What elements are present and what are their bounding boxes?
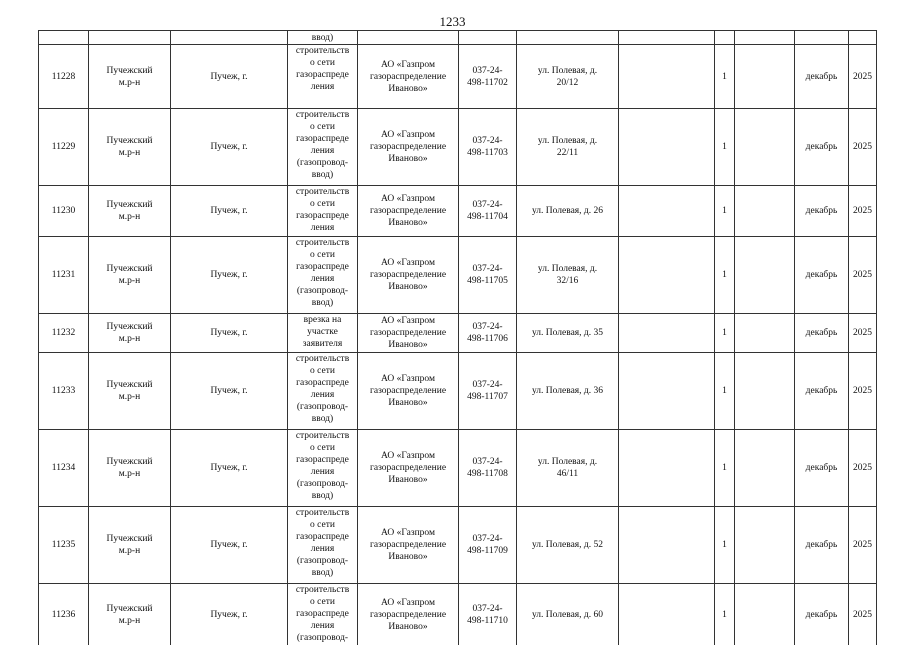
table-row (39, 430, 877, 507)
cell-locality: Пучеж, г. (171, 584, 288, 645)
cell-year: 2025 (849, 430, 877, 507)
cell-district: Пучежский м.р-н (89, 186, 171, 237)
cell-empty (619, 507, 715, 584)
cell-work: строительств о сети газораспреде ления (газопровод- ввод) (288, 237, 358, 314)
cell-month: декабрь (795, 507, 849, 584)
cell-qty: 1 (715, 507, 735, 584)
cell-work: ввод) (288, 31, 358, 45)
cell-org: АО «Газпром газораспределение Иваново» (358, 314, 459, 353)
cell-empty (619, 237, 715, 314)
cell-district: Пучежский м.р-н (89, 430, 171, 507)
cell-district: Пучежский м.р-н (89, 507, 171, 584)
cell-work: строительств о сети газораспреде ления (газопровод- ввод) (288, 507, 358, 584)
cell-num: 11235 (39, 507, 89, 584)
cell-empty (619, 31, 715, 45)
cell-qty (715, 31, 735, 45)
cell-year: 2025 (849, 45, 877, 109)
cell-num: 11232 (39, 314, 89, 353)
table-row-continuation (39, 31, 877, 45)
cell-month: декабрь (795, 314, 849, 353)
cell-district: Пучежский м.р-н (89, 237, 171, 314)
cell-empty (735, 186, 795, 237)
cell-qty: 1 (715, 45, 735, 109)
cell-empty (619, 109, 715, 186)
cell-num: 11236 (39, 584, 89, 645)
table-row (39, 186, 877, 237)
cell-locality: Пучеж, г. (171, 45, 288, 109)
cell-locality: Пучеж, г. (171, 109, 288, 186)
cell-num: 11230 (39, 186, 89, 237)
page-number: 1233 (0, 14, 905, 30)
cell-work: врезка на участке заявителя (288, 314, 358, 353)
cell-empty (735, 237, 795, 314)
cell-locality (171, 31, 288, 45)
cell-year: 2025 (849, 109, 877, 186)
cell-code: 037-24- 498-11705 (459, 237, 517, 314)
cell-code: 037-24- 498-11703 (459, 109, 517, 186)
cell-code: 037-24- 498-11708 (459, 430, 517, 507)
cell-month: декабрь (795, 430, 849, 507)
cell-year: 2025 (849, 186, 877, 237)
cell-empty (735, 314, 795, 353)
cell-month: декабрь (795, 186, 849, 237)
cell-empty (735, 353, 795, 430)
cell-code: 037-24- 498-11709 (459, 507, 517, 584)
cell-org: АО «Газпром газораспределение Иваново» (358, 237, 459, 314)
cell-empty (735, 45, 795, 109)
cell-locality: Пучеж, г. (171, 507, 288, 584)
cell-empty (619, 353, 715, 430)
table-row (39, 353, 877, 430)
cell-org (358, 31, 459, 45)
cell-month: декабрь (795, 584, 849, 645)
cell-empty (735, 109, 795, 186)
cell-month: декабрь (795, 109, 849, 186)
cell-code: 037-24- 498-11706 (459, 314, 517, 353)
cell-empty (619, 186, 715, 237)
cell-code: 037-24- 498-11702 (459, 45, 517, 109)
cell-qty: 1 (715, 186, 735, 237)
cell-num: 11228 (39, 45, 89, 109)
cell-num: 11234 (39, 430, 89, 507)
cell-locality: Пучеж, г. (171, 430, 288, 507)
cell-code: 037-24- 498-11707 (459, 353, 517, 430)
cell-org: АО «Газпром газораспределение Иваново» (358, 507, 459, 584)
cell-org: АО «Газпром газораспределение Иваново» (358, 353, 459, 430)
cell-district: Пучежский м.р-н (89, 109, 171, 186)
cell-empty (619, 584, 715, 645)
cell-year: 2025 (849, 584, 877, 645)
cell-org: АО «Газпром газораспределение Иваново» (358, 45, 459, 109)
cell-month: декабрь (795, 353, 849, 430)
cell-work: строительств о сети газораспреде ления (газопровод- ввод) (288, 430, 358, 507)
cell-year (849, 31, 877, 45)
table-row (39, 237, 877, 314)
cell-empty (735, 584, 795, 645)
gasification-table (38, 30, 877, 645)
cell-locality: Пучеж, г. (171, 237, 288, 314)
cell-work: строительств о сети газораспреде ления (газопровод- ввод) (288, 109, 358, 186)
cell-address: ул. Полевая, д. 32/16 (517, 237, 619, 314)
cell-empty (619, 430, 715, 507)
cell-year: 2025 (849, 314, 877, 353)
cell-code (459, 31, 517, 45)
cell-work: строительств о сети газораспреде ления (288, 45, 358, 109)
cell-num: 11233 (39, 353, 89, 430)
cell-locality: Пучеж, г. (171, 186, 288, 237)
cell-qty: 1 (715, 430, 735, 507)
cell-address: ул. Полевая, д. 36 (517, 353, 619, 430)
cell-address: ул. Полевая, д. 46/11 (517, 430, 619, 507)
cell-work: строительств о сети газораспреде ления (газопровод- (288, 584, 358, 645)
table-row (39, 314, 877, 353)
cell-year: 2025 (849, 353, 877, 430)
cell-org: АО «Газпром газораспределение Иваново» (358, 584, 459, 645)
table-row (39, 584, 877, 645)
cell-year: 2025 (849, 507, 877, 584)
cell-locality: Пучеж, г. (171, 314, 288, 353)
cell-empty (735, 31, 795, 45)
cell-org: АО «Газпром газораспределение Иваново» (358, 109, 459, 186)
table-body (39, 31, 877, 645)
cell-qty: 1 (715, 314, 735, 353)
cell-address: ул. Полевая, д. 35 (517, 314, 619, 353)
cell-month: декабрь (795, 45, 849, 109)
cell-org: АО «Газпром газораспределение Иваново» (358, 186, 459, 237)
cell-code: 037-24- 498-11710 (459, 584, 517, 645)
cell-num: 11231 (39, 237, 89, 314)
cell-locality: Пучеж, г. (171, 353, 288, 430)
cell-qty: 1 (715, 584, 735, 645)
cell-empty (735, 507, 795, 584)
cell-num (39, 31, 89, 45)
cell-num: 11229 (39, 109, 89, 186)
cell-code: 037-24- 498-11704 (459, 186, 517, 237)
cell-qty: 1 (715, 109, 735, 186)
cell-district: Пучежский м.р-н (89, 584, 171, 645)
table-row (39, 109, 877, 186)
cell-district: Пучежский м.р-н (89, 353, 171, 430)
cell-empty (619, 314, 715, 353)
table-row (39, 45, 877, 109)
cell-address: ул. Полевая, д. 20/12 (517, 45, 619, 109)
cell-address: ул. Полевая, д. 26 (517, 186, 619, 237)
cell-org: АО «Газпром газораспределение Иваново» (358, 430, 459, 507)
cell-district: Пучежский м.р-н (89, 314, 171, 353)
cell-empty (619, 45, 715, 109)
cell-district: Пучежский м.р-н (89, 45, 171, 109)
cell-empty (735, 430, 795, 507)
cell-year: 2025 (849, 237, 877, 314)
cell-address: ул. Полевая, д. 52 (517, 507, 619, 584)
table-row (39, 507, 877, 584)
cell-address (517, 31, 619, 45)
cell-work: строительств о сети газораспреде ления (газопровод- ввод) (288, 353, 358, 430)
cell-address: ул. Полевая, д. 22/11 (517, 109, 619, 186)
cell-month: декабрь (795, 237, 849, 314)
cell-qty: 1 (715, 353, 735, 430)
cell-work: строительств о сети газораспреде ления (288, 186, 358, 237)
cell-month (795, 31, 849, 45)
cell-qty: 1 (715, 237, 735, 314)
cell-district (89, 31, 171, 45)
cell-address: ул. Полевая, д. 60 (517, 584, 619, 645)
